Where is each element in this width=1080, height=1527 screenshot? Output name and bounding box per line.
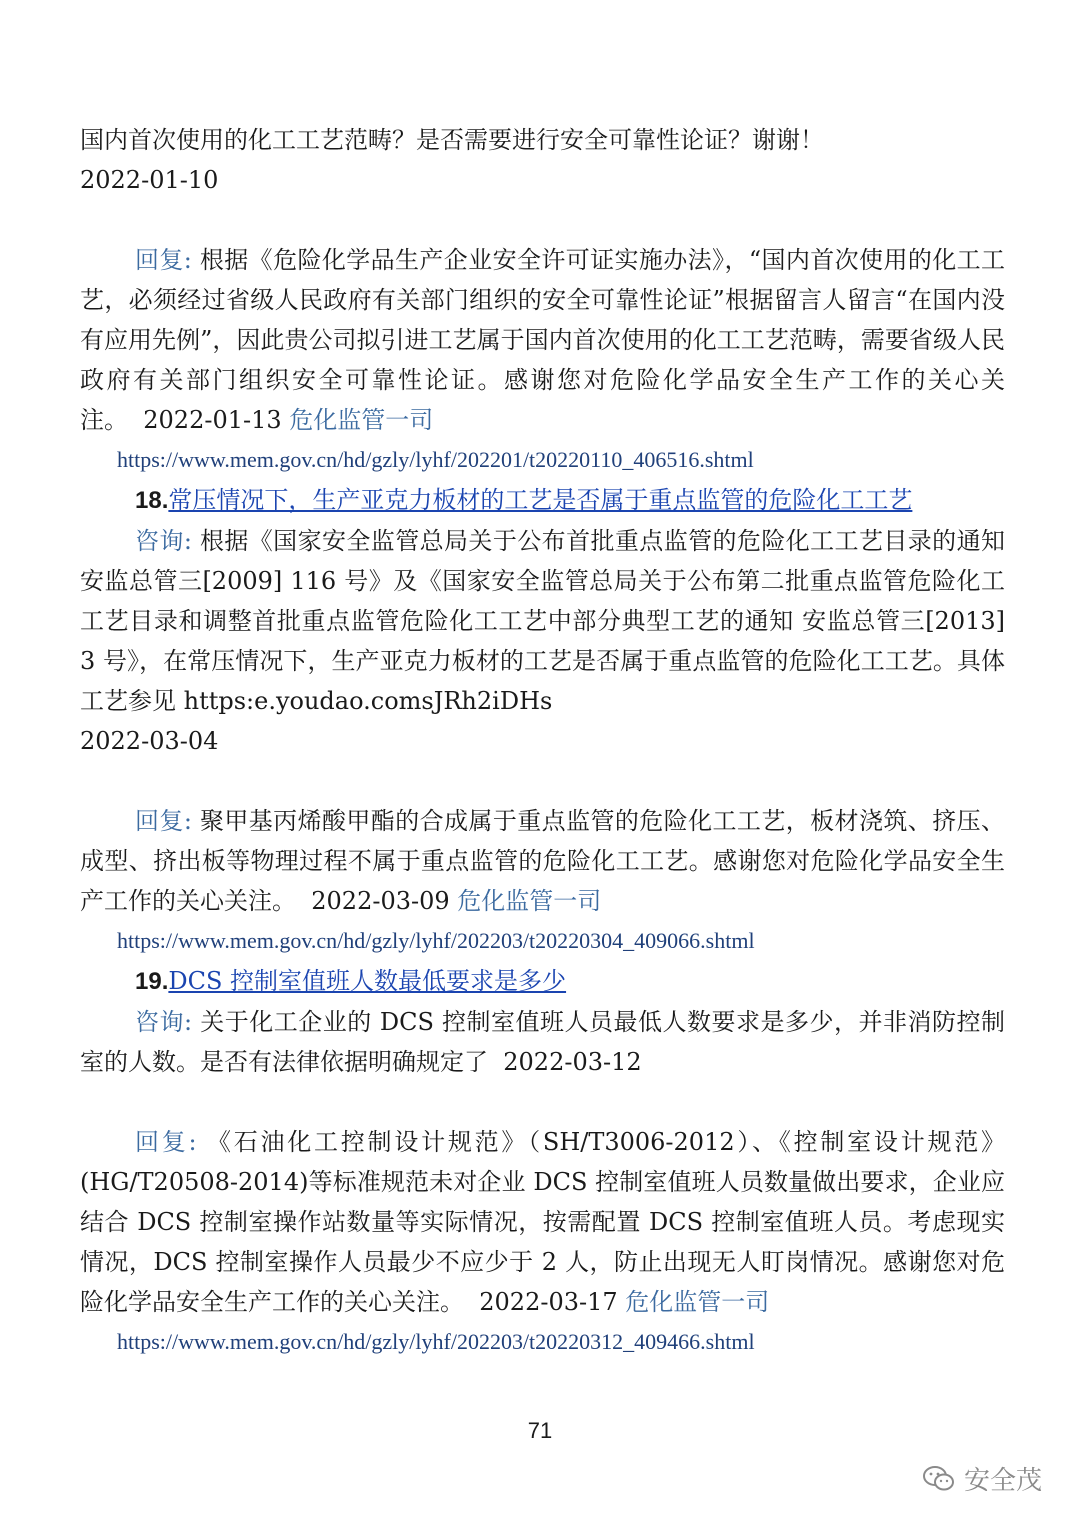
consult-19 [80,1002,1005,1082]
question-heading-19[interactable] [80,961,1005,1002]
reply-19 [80,1122,1005,1322]
watermark [922,1460,1042,1497]
reply-text: 根据《危险化学品生产企业安全许可证实施办法》，“国内首次使用的化工工艺，必须经过省级人民政府有关部门组织的安全可靠性论证”根据留言人留言“在国内没有应用先例”，因此贵公司拟引进工艺属于国内首次使用的化工工艺范畴，需要省级人民政府有关部门组织安全可靠性论证。感谢您对危险化学品安全生产工作的关心关注。 [80,246,1005,434]
consult-date: 2022-03-12 [503,1048,642,1076]
question-number: 18. [135,487,169,514]
question-title-link[interactable]: DCS 控制室值班人数最低要求是多少 [168,967,567,995]
source-link[interactable]: https://www.mem.gov.cn/hd/gzly/lyhf/202201/t20220110_406516.shtml [117,447,754,472]
consult-label: 咨询: [135,527,192,555]
consult-date: 2022-03-04 [80,727,219,755]
document-body [80,120,1005,1362]
wechat-icon [922,1465,956,1493]
reply-label: 回复: [135,1128,197,1156]
question-number: 19. [135,968,169,995]
source-link[interactable]: https://www.mem.gov.cn/hd/gzly/lyhf/202203/t20220304_409066.shtml [117,928,755,953]
reply-dept: 危化监管一司 [625,1288,770,1316]
question-tail: 国内首次使用的化工工艺范畴？是否需要进行安全可靠性论证？谢谢！ [80,126,824,154]
question-heading-18[interactable] [80,480,1005,521]
consult-text: 关于化工企业的 DCS 控制室值班人员最低人数要求是多少，并非消防控制室的人数。是否有法律依据明确规定了 [80,1008,1005,1076]
reply-dept: 危化监管一司 [457,887,602,915]
question-title-link[interactable]: 常压情况下，生产亚克力板材的工艺是否属于重点监管的危险化工工艺 [168,486,913,514]
consult-18 [80,521,1005,721]
consult-text: 根据《国家安全监管总局关于公布首批重点监管的危险化工工艺目录的通知安监总管三[2009] 116 号》及《国家安全监管总局关于公布第二批重点监管危险化工工艺目录和调整首批重点监管危险化工工艺中部分典型工艺的通知 安监总管三[2013] 3 号》，在常压情况下，生产亚克力板材的工艺是否属于重点监管的危险化工工艺。具体工艺参见 https:e.youdao.comsJRh2iDHs [80,527,1005,715]
reply-text: 聚甲基丙烯酸甲酯的合成属于重点监管的危险化工工艺，板材浇筑、挤压、成型、挤出板等物理过程不属于重点监管的危险化工工艺。感谢您对危险化学品安全生产工作的关心关注。 [80,807,1005,915]
reply-date: 2022-03-09 [311,887,450,915]
source-link[interactable]: https://www.mem.gov.cn/hd/gzly/lyhf/202203/t20220312_409466.shtml [117,1329,755,1354]
reply-18 [80,801,1005,921]
question-date: 2022-01-10 [80,166,219,194]
reply-label: 回复: [135,807,192,835]
reply-dept: 危化监管一司 [289,406,434,434]
watermark-text: 安全茂 [963,1466,1042,1496]
page-number: 71 [527,1418,553,1443]
reply-text: 《石油化工控制设计规范》（SH/T3006-2012）、《控制室设计规范》(HG/T20508-2014)等标准规范未对企业 DCS 控制室值班人员数量做出要求，企业应结合 DCS 控制室操作站数量等实际情况，按需配置 DCS 控制室值班人员。考虑现实情况，DCS 控制室操作人员最少不应少于 2 人，防止出现无人盯岗情况。感谢您对危险化学品安全生产工作的关心关注。 [80,1128,1005,1316]
reply-17 [80,240,1005,440]
reply-date: 2022-01-13 [143,406,282,434]
reply-label: 回复: [135,246,192,274]
reply-date: 2022-03-17 [479,1288,618,1316]
consult-label: 咨询: [135,1008,193,1036]
